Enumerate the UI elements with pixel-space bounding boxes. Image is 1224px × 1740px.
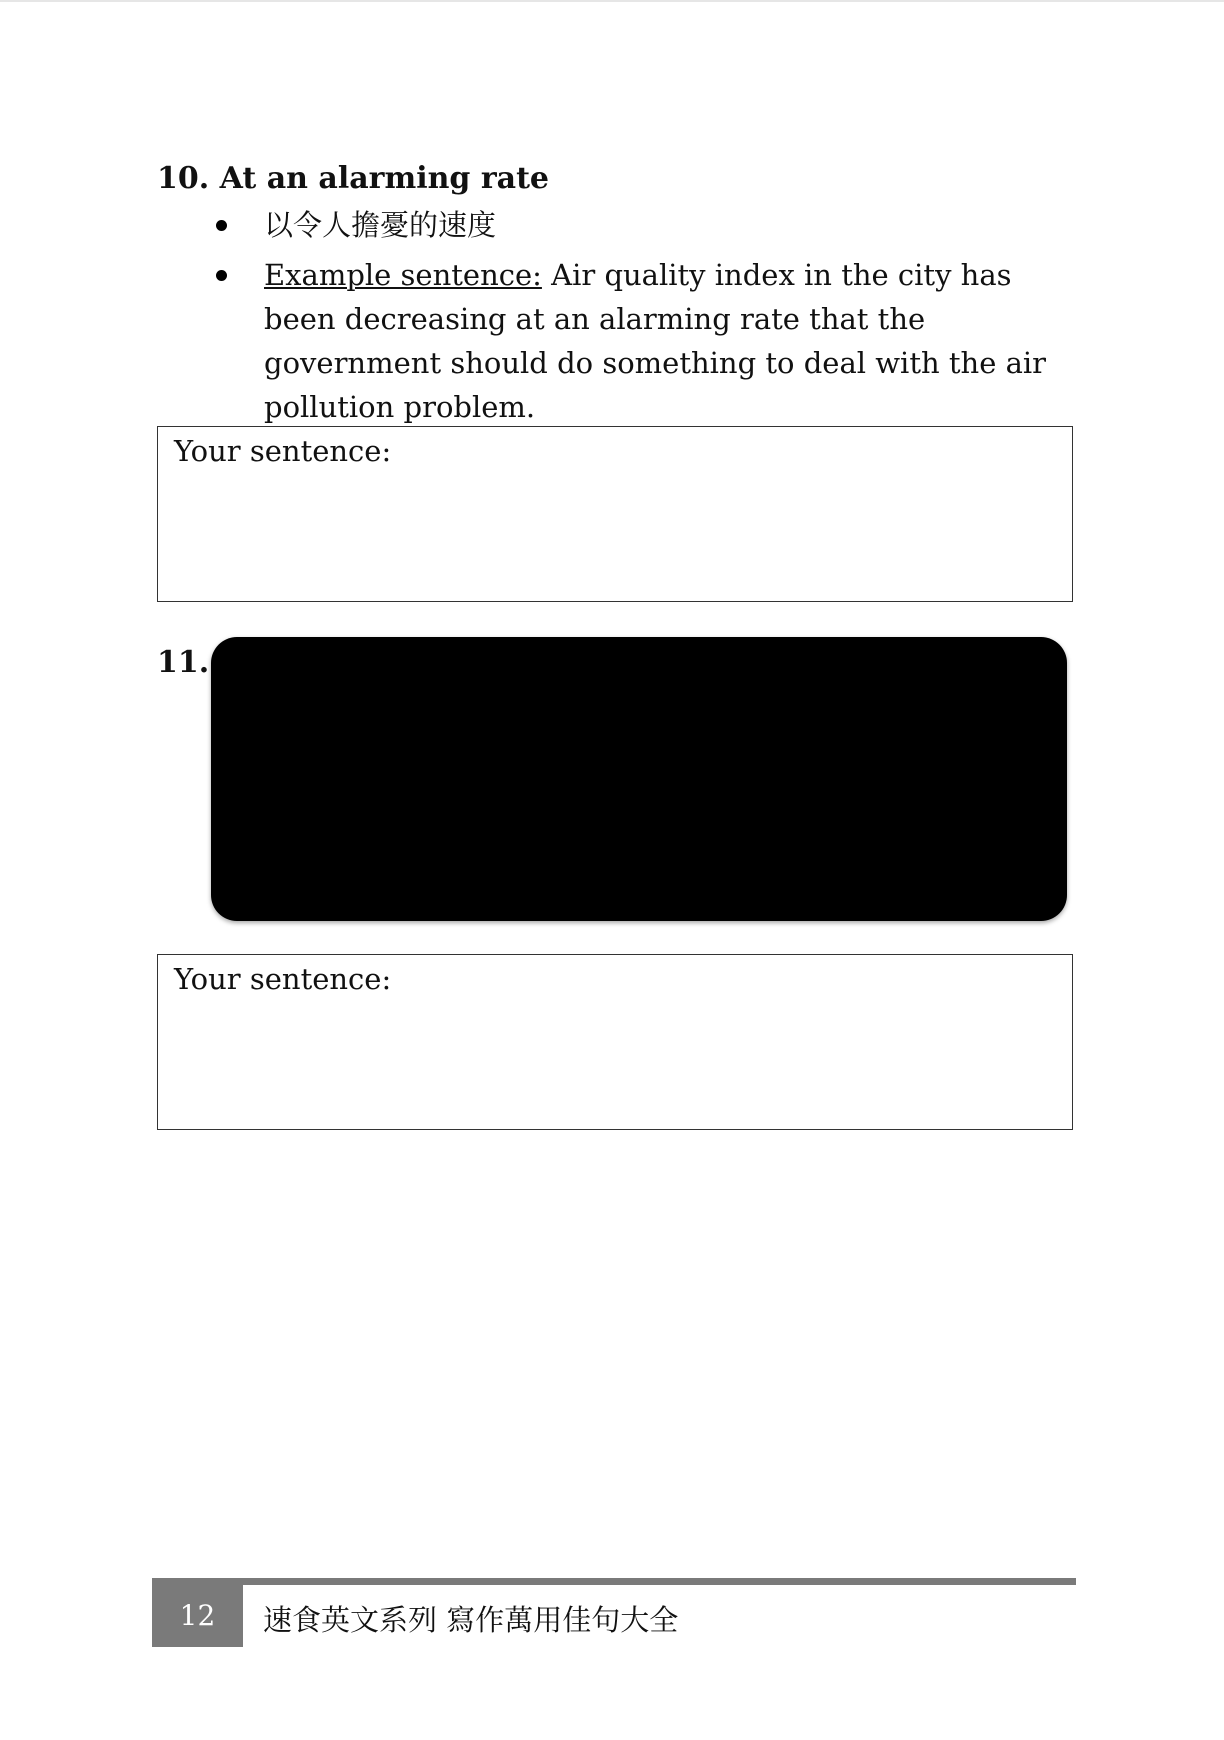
footer-rule (152, 1578, 1076, 1585)
bullet-dot-icon (216, 270, 227, 281)
answer-box-label: Your sentence: (174, 434, 392, 468)
translation-text: 以令人擔憂的速度 (264, 208, 497, 242)
answer-box-10[interactable] (157, 426, 1073, 602)
example-bullet (200, 253, 1090, 429)
answer-box-label: Your sentence: (174, 962, 392, 996)
item-11-number: 11. (157, 645, 210, 680)
example-label: Example sentence: (264, 258, 542, 292)
footer-book-title: 速食英文系列 寫作萬用佳句大全 (263, 1603, 679, 1637)
answer-box-11[interactable] (157, 954, 1073, 1130)
page-top-edge (0, 0, 1224, 2)
redaction-block (211, 637, 1067, 921)
bullet-dot-icon (216, 220, 227, 231)
example-text: Air quality index in the city has been decreasing at an alarming rate that the government should do something to deal with the air pollution problem. (264, 258, 1047, 424)
page-number: 12 (152, 1578, 243, 1647)
translation-bullet (200, 203, 1090, 247)
item-10-bullets (200, 203, 1090, 429)
item-10-heading: 10. At an alarming rate (157, 161, 550, 196)
